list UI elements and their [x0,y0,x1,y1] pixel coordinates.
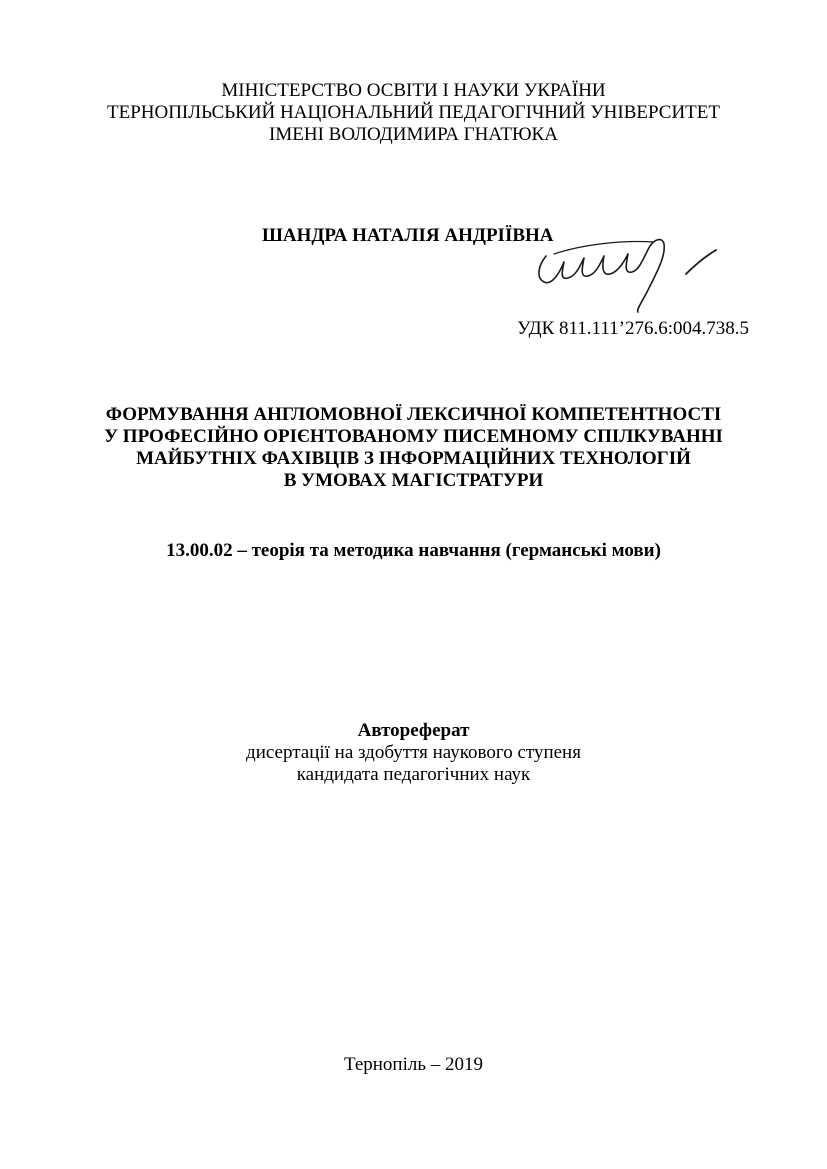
title-line: В УМОВАХ МАГІСТРАТУРИ [283,470,544,491]
ministry-header [0,80,827,146]
ministry-line: МІНІСТЕРСТВО ОСВІТИ І НАУКИ УКРАЇНИ [221,80,606,101]
title-line: ФОРМУВАННЯ АНГЛОМОВНОЇ ЛЕКСИЧНОЇ КОМПЕТЕНТНОСТІ [105,404,722,425]
specialty-code: 13.00.02 – теорія та методика навчання (германські мови) [166,540,661,561]
abstract-line: кандидата педагогічних наук [296,764,531,785]
title-line: У ПРОФЕСІЙНО ОРІЄНТОВАНОМУ ПИСЕМНОМУ СПІЛКУВАННІ [104,426,723,447]
udk-code: УДК 811.111’276.6:004.738.5 [517,318,749,339]
university-name-line: ІМЕНІ ВОЛОДИМИРА ГНАТЮКА [269,124,558,145]
author-name: ШАНДРА НАТАЛІЯ АНДРІЇВНА [262,225,554,246]
dissertation-title [0,404,827,492]
place-year: Тернопіль – 2019 [343,1054,484,1075]
university-line: ТЕРНОПІЛЬСЬКИЙ НАЦІОНАЛЬНИЙ ПЕДАГОГІЧНИЙ УНІВЕРСИТЕТ [106,102,720,123]
title-line: МАЙБУТНІХ ФАХІВЦІВ З ІНФОРМАЦІЙНИХ ТЕХНОЛОГІЙ [136,448,691,469]
abstract-block [0,720,827,786]
handwritten-signature [524,226,724,316]
abstract-line: дисертації на здобуття наукового ступеня [246,742,581,763]
abstract-heading: Автореферат [357,720,470,741]
